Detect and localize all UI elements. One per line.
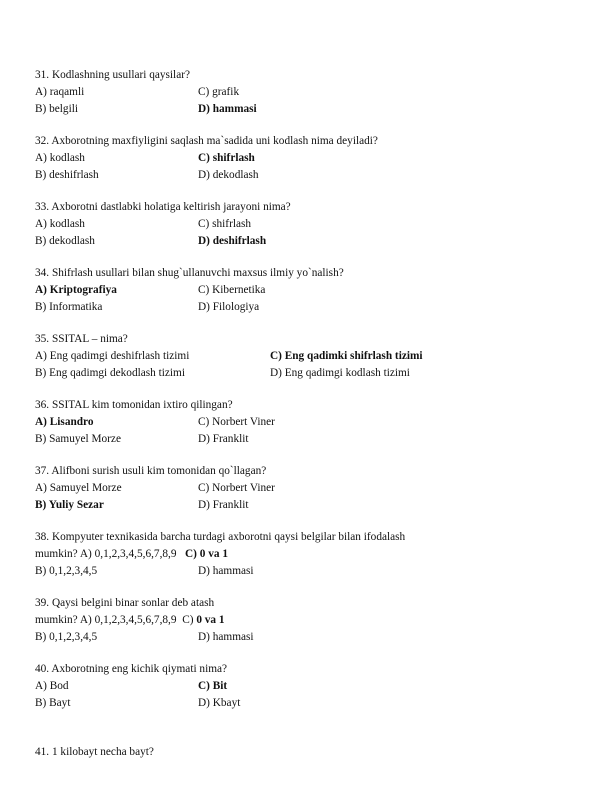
question-38 [35, 529, 595, 580]
question-36 [35, 397, 595, 448]
question-stem: 36. SSITAL kim tomonidan ixtiro qilingan? [35, 399, 233, 411]
option-a: A) Eng qadimgi deshifrlash tizimi [35, 350, 190, 362]
question-31 [35, 67, 595, 118]
option-d: D) Kbayt [198, 697, 241, 709]
option-c-letter: C) [182, 614, 194, 626]
test-page [35, 67, 595, 776]
option-b: B) belgili [35, 103, 78, 115]
option-a: A) Samuyel Morze [35, 482, 122, 494]
option-d: D) Franklit [198, 433, 249, 445]
question-stem: 31. Kodlashning usullari qaysilar? [35, 69, 190, 81]
option-c-correct: C) 0 va 1 [185, 548, 229, 560]
option-a: A) kodlash [35, 218, 85, 230]
question-stem-line-1: 39. Qaysi belgini binar sonlar deb atash [35, 597, 215, 609]
question-37 [35, 463, 595, 514]
option-d: D) Filologiya [198, 301, 260, 313]
option-b: B) dekodlash [35, 235, 95, 247]
option-c-correct: C) Bit [198, 680, 228, 692]
option-c: C) shifrlash [198, 218, 252, 230]
question-stem: 33. Axborotni dastlabki holatiga keltirish jarayoni nima? [35, 201, 291, 213]
option-c: C) Kibernetika [198, 284, 266, 296]
question-stem: 34. Shifrlash usullari bilan shug`ullanuvchi maxsus ilmiy yo`nalish? [35, 267, 344, 279]
option-a: A) raqamli [35, 86, 85, 98]
question-41 [35, 744, 595, 761]
question-stem: 32. Axborotning maxfiyligini saqlash ma`sadida uni kodlash nima deyiladi? [35, 135, 378, 147]
option-d: D) Franklit [198, 499, 249, 511]
question-stem-line-2 [35, 546, 595, 563]
option-a-correct: A) Lisandro [35, 416, 94, 428]
question-stem: 37. Alifboni surish usuli kim tomonidan qo`llagan? [35, 465, 267, 477]
option-a-inline: mumkin? A) 0,1,2,3,4,5,6,7,8,9 [35, 548, 177, 560]
question-stem: 41. 1 kilobayt necha bayt? [35, 746, 154, 758]
option-d: D) hammasi [198, 631, 254, 643]
option-a-inline: mumkin? A) 0,1,2,3,4,5,6,7,8,9 [35, 614, 177, 626]
question-stem-line-2 [35, 612, 595, 629]
question-35 [35, 331, 595, 382]
option-c-correct: C) Eng qadimki shifrlash tizimi [270, 350, 423, 362]
question-stem-line-1: 38. Kompyuter texnikasida barcha turdagi axborotni qaysi belgilar bilan ifodalash [35, 531, 406, 543]
option-a: A) Bod [35, 680, 69, 692]
option-b: B) deshifrlash [35, 169, 99, 181]
option-a: A) kodlash [35, 152, 85, 164]
option-d-correct: D) deshifrlash [198, 235, 267, 247]
question-32 [35, 133, 595, 184]
option-c-correct: C) shifrlash [198, 152, 255, 164]
question-33 [35, 199, 595, 250]
option-c: C) grafik [198, 86, 240, 98]
option-b: B) 0,1,2,3,4,5 [35, 631, 98, 643]
question-stem: 35. SSITAL – nima? [35, 333, 128, 345]
option-c: C) Norbert Viner [198, 482, 275, 494]
question-stem: 40. Axborotning eng kichik qiymati nima? [35, 663, 228, 675]
option-d: D) dekodlash [198, 169, 259, 181]
option-c: C) Norbert Viner [198, 416, 275, 428]
option-d: D) Eng qadimgi kodlash tizimi [270, 367, 410, 379]
option-d: D) hammasi [198, 565, 254, 577]
option-b: B) Samuyel Morze [35, 433, 121, 445]
question-39 [35, 595, 595, 646]
question-34 [35, 265, 595, 316]
option-b: B) Bayt [35, 697, 71, 709]
option-b-correct: B) Yuliy Sezar [35, 499, 104, 511]
question-40 [35, 661, 595, 712]
option-d-correct: D) hammasi [198, 103, 257, 115]
option-a-correct: A) Kriptografiya [35, 284, 117, 296]
option-c-correct: 0 va 1 [196, 614, 225, 626]
option-b: B) 0,1,2,3,4,5 [35, 565, 98, 577]
option-b: B) Eng qadimgi dekodlash tizimi [35, 367, 185, 379]
option-b: B) Informatika [35, 301, 103, 313]
